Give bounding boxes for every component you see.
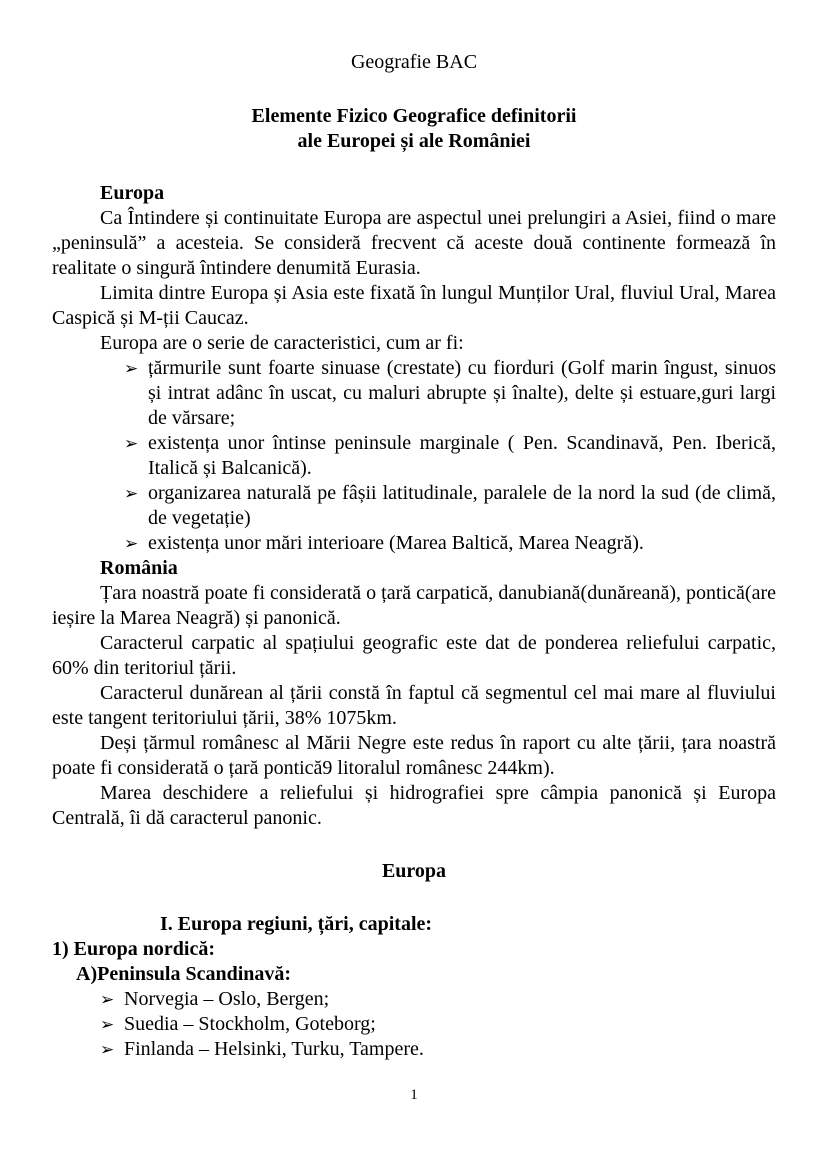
document-title xyxy=(52,104,776,154)
country-text: Norvegia – Oslo, Bergen; xyxy=(124,988,330,1010)
arrow-bullet-icon: ➢ xyxy=(100,990,115,1009)
subregion-heading xyxy=(76,962,776,987)
list-item-text: organizarea naturală pe fâșii latitudinale, paralele de la nord la sud (de climă, de vegetație) xyxy=(148,482,776,529)
paragraph: Marea deschidere a reliefului și hidrografiei spre câmpia panonică și Europa Centrală, îi dă caracterul panonic. xyxy=(52,782,776,829)
part-title: I. Europa regiuni, țări, capitale: xyxy=(160,913,433,935)
subregion-letter: A) xyxy=(76,963,98,985)
header-title: Geografie BAC xyxy=(350,51,478,73)
section-heading-romania: România xyxy=(100,557,178,579)
list-item xyxy=(100,987,776,1012)
list-item xyxy=(124,481,776,531)
arrow-bullet-icon: ➢ xyxy=(124,534,139,553)
region-title: Europa nordică: xyxy=(73,938,215,960)
region-number: 1) xyxy=(52,938,69,960)
page-number: 1 xyxy=(410,1087,418,1103)
document-page xyxy=(52,50,776,1062)
list-item xyxy=(124,356,776,431)
paragraph: Deși țărmul românesc al Mării Negre este redus în raport cu alte țării, țara noastră poate fi considerată o țară pontică9 litoralul românesc 244km). xyxy=(52,732,776,779)
list-item-text: țărmurile sunt foarte sinuase (crestate) cu fiorduri (Golf marin îngust, sinuos și intrat adânc în uscat, cu maluri abrupte și înalte), delte și estuare,guri largi de vărsare; xyxy=(148,357,776,429)
list-item-text: existența unor întinse peninsule marginale ( Pen. Scandinavă, Pen. Iberică, Italică și Balcanică). xyxy=(148,432,776,479)
paragraph: Caracterul dunărean al țării constă în faptul că segmentul cel mai mare al fluviului este tangent teritoriului țării, 38% 1075km. xyxy=(52,682,776,729)
paragraph: Limita dintre Europa și Asia este fixată în lungul Munților Ural, fluviul Ural, Marea Caspică și M-ții Caucaz. xyxy=(52,282,776,329)
document-title-line-2: ale Europei și ale României xyxy=(297,130,531,152)
arrow-bullet-icon: ➢ xyxy=(100,1015,115,1034)
subregion-title: Peninsula Scandinavă: xyxy=(97,963,292,985)
paragraph: Ca Întindere și continuitate Europa are aspectul unei prelungiri a Asiei, fiind o mare „peninsulă” a acesteia. Se consideră frecvent că aceste două continente formează în realitate o singură întindere denumită Eurasia. xyxy=(52,207,776,279)
country-text: Suedia – Stockholm, Goteborg; xyxy=(124,1013,376,1035)
countries-list xyxy=(52,987,776,1062)
europa-heading: Europa xyxy=(381,860,447,882)
characteristics-list xyxy=(52,356,776,556)
list-item xyxy=(100,1012,776,1037)
arrow-bullet-icon: ➢ xyxy=(100,1040,115,1059)
paragraph: Țara noastră poate fi considerată o țară carpatică, danubiană(dunăreană), pontică(are ieșire la Marea Neagră) și panonică. xyxy=(52,582,776,629)
country-text: Finlanda – Helsinki, Turku, Tampere. xyxy=(124,1038,424,1060)
list-item-text: existența unor mări interioare (Marea Baltică, Marea Neagră). xyxy=(148,532,644,554)
paragraph: Caracterul carpatic al spațiului geografic este dat de ponderea reliefului carpatic, 60% din teritoriul țării. xyxy=(52,632,776,679)
list-item xyxy=(124,531,776,556)
arrow-bullet-icon: ➢ xyxy=(124,434,139,453)
document-title-line-1: Elemente Fizico Geografice definitorii xyxy=(251,105,577,127)
arrow-bullet-icon: ➢ xyxy=(124,359,139,378)
list-item xyxy=(124,431,776,481)
region-heading xyxy=(52,937,776,962)
arrow-bullet-icon: ➢ xyxy=(124,484,139,503)
section-heading-europa: Europa xyxy=(100,182,165,204)
list-item xyxy=(100,1037,776,1062)
paragraph: Europa are o serie de caracteristici, cum ar fi: xyxy=(100,332,464,354)
